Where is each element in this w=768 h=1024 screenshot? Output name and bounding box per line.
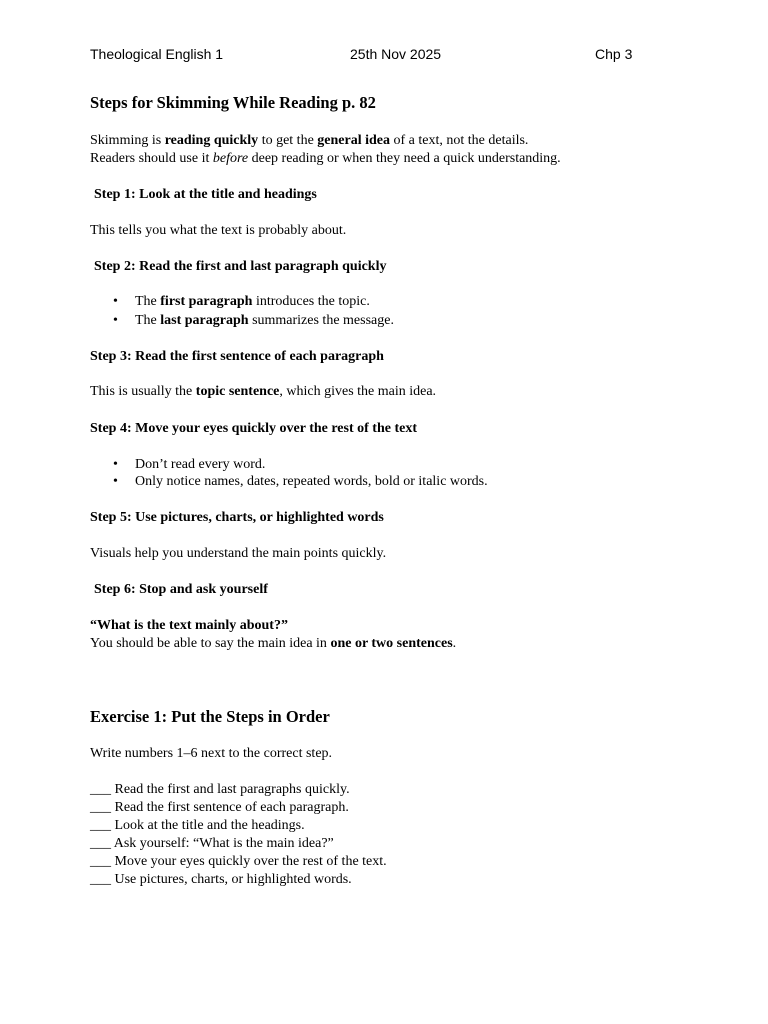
step-4-bullet-2: Only notice names, dates, repeated words, bold or italic words.	[135, 474, 488, 489]
bullet-icon: •	[113, 313, 118, 328]
step-6-heading: Step 6: Stop and ask yourself	[94, 582, 268, 597]
step-2-heading: Step 2: Read the first and last paragraph quickly	[94, 259, 387, 274]
header-chapter: Chp 3	[595, 46, 633, 62]
bullet-icon: •	[113, 294, 118, 309]
page-title: Steps for Skimming While Reading p. 82	[90, 93, 376, 112]
step-2-bullet-1: The first paragraph introduces the topic.	[135, 294, 370, 309]
step-3-text: This is usually the topic sentence, which gives the main idea.	[90, 384, 437, 399]
exercise-item: ___ Use pictures, charts, or highlighted words.	[90, 872, 352, 887]
step-4-heading: Step 4: Move your eyes quickly over the rest of the text	[90, 421, 417, 436]
exercise-title: Exercise 1: Put the Steps in Order	[90, 707, 330, 726]
step-1-text: This tells you what the text is probably about.	[90, 223, 347, 238]
exercise-item: ___ Read the first and last paragraphs quickly.	[90, 782, 350, 797]
step-4-bullet-1: Don’t read every word.	[135, 457, 266, 472]
page-header	[0, 46, 768, 64]
intro-line-1: Skimming is reading quickly to get the general idea of a text, not the details.	[90, 133, 529, 148]
exercise-item: ___ Move your eyes quickly over the rest of the text.	[90, 854, 387, 869]
bullet-icon: •	[113, 474, 118, 489]
step-6-question: “What is the text mainly about?”	[90, 618, 288, 633]
exercise-item: ___ Ask yourself: “What is the main idea?”	[90, 836, 334, 851]
step-5-heading: Step 5: Use pictures, charts, or highlighted words	[90, 510, 384, 525]
step-2-bullet-2: The last paragraph summarizes the message.	[135, 313, 394, 328]
step-3-heading: Step 3: Read the first sentence of each paragraph	[90, 349, 384, 364]
step-6-text: You should be able to say the main idea in one or two sentences.	[90, 636, 457, 651]
step-1-heading: Step 1: Look at the title and headings	[94, 187, 317, 202]
header-date: 25th Nov 2025	[350, 46, 442, 62]
exercise-instruction: Write numbers 1–6 next to the correct step.	[90, 746, 333, 761]
exercise-item: ___ Read the first sentence of each paragraph.	[90, 800, 349, 815]
intro-line-2: Readers should use it before deep reading or when they need a quick understanding.	[90, 151, 561, 166]
exercise-item: ___ Look at the title and the headings.	[90, 818, 305, 833]
header-course: Theological English 1	[90, 46, 224, 62]
bullet-icon: •	[113, 457, 118, 472]
step-5-text: Visuals help you understand the main points quickly.	[90, 546, 387, 561]
